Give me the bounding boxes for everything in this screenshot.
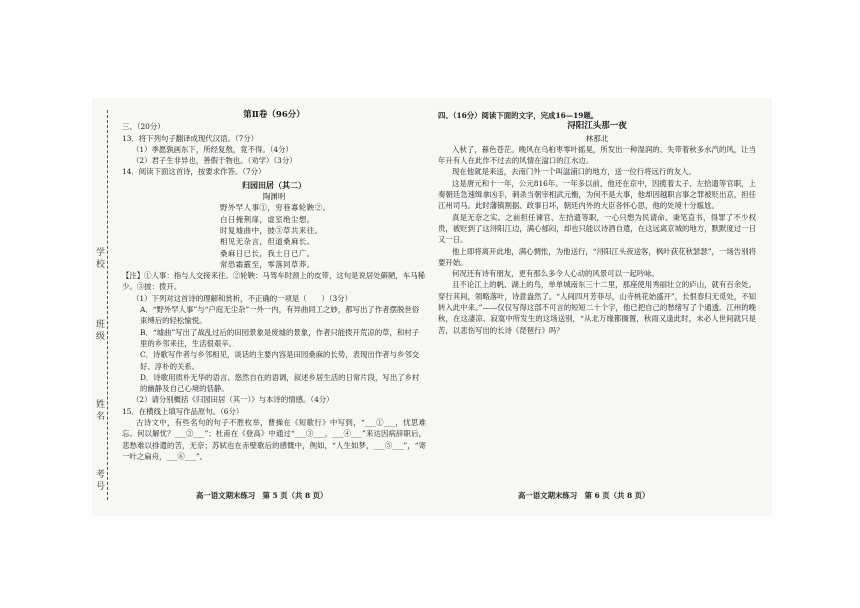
article-paragraph: 这是唐元和十一年，公元816年。一年多以前，他还在京中，因揽着太子、左拾遗等官职，上奏朝廷急速缉拿凶手，刺杀当朝宰相武元衡，为何不是大事，他却因越职言事之罪被贬出京，担任江州司马。此时藩镇割据、政事日坏，朝廷内外的大臣各怀心思，他的处境十分尴尬。	[438, 178, 756, 211]
question-14: 14．阅读下面这首诗，按要求作答。（7分）	[122, 167, 266, 177]
section-intro: 四、（16分）阅读下面的文字，完成16—19题。	[438, 111, 599, 120]
article-paragraph: 现在他就是来送，去南门外一个叫湓浦口的地方，送一位行将远行的友人。	[452, 167, 696, 177]
poem-line: 相见无杂言，但道桑麻长。	[220, 237, 315, 247]
article-paragraph: 且不论江上的帆、湖上的鸟，单单城南东三十二里，那座使用秀丽壮立的庐山，就有百余处。穿行其间，领略落叶，诗意盎然了。“人间四月芳菲尽，山寺桃花始盛开”，长恨春归无觅处，不知转入此中来。”——仅仅写得这部不可言的短短二十个字，他已把自己的愁绪写了个通透。江州的晚秋，在这凄凉、寂寞中所发生的这场送别，“从北万缘都搁置，秋雨又逢此时，未必人世间就只是苦，以悲伤写出的长诗《琵琶行》吗？	[438, 280, 756, 335]
poem-line: 时复墟曲中，披③草共来往。	[220, 225, 323, 235]
binding-label: 班	[96, 320, 106, 330]
article-paragraph: 何况还有诗有朋友，更有那么多令人心动的风景可以一起吟咏。	[452, 269, 659, 279]
poem-note: 【注】①人事：指与人交接来往。②轮鞅：马驾车时颈上的皮带，这句是说居处僻陋，车马稀少。③披：拨开。	[122, 271, 426, 292]
poem-line: 白日掩荆扉，虚室绝尘想。	[220, 214, 315, 224]
binding-label: 考	[96, 470, 106, 480]
poem-author: 陶渊明	[262, 192, 286, 202]
q15-body: 古诗文中，有些名句的句子不胜枚举，曹操在《短歌行》中写到，“___①___，忧思难忘。何以解忧？___②___”；杜甫在《登高》中通过“___③___，___④___”来达因病辞职后，悲愁难以排遣的苦，无奈；苏轼也在赤壁歌后的感慨中，例如，“人生如梦，___⑤___”，“寄一叶之扁舟，___⑥___”。	[122, 418, 426, 461]
article-title: 浔阳江头那一夜	[567, 121, 627, 132]
poem-line: 桑麻日已长，我土日已广。	[220, 248, 315, 258]
q14-option-d: D．诗歌用质朴无华的语言、悠然自在的语调，叙述乡居生活的日常片段，写出了乡村的幽静及自己心境的恬静。	[140, 372, 420, 394]
article-paragraph: 他上即将离开此地，满心惆怅，为他送行，“浔阳江头夜送客，枫叶荻花秋瑟瑟”，一场告别将要开始。	[438, 246, 756, 267]
binding-label: 级	[96, 332, 106, 342]
binding-label: 学	[96, 248, 106, 258]
binding-dashed-line	[107, 110, 108, 500]
binding-label: 号	[96, 482, 106, 492]
left-page	[122, 110, 426, 462]
section-heading: 三、（20分）	[122, 122, 165, 132]
question-15: 15．在横线上填写作品原句。（6分）	[122, 406, 244, 416]
right-page	[438, 110, 756, 336]
q13-item: （2）君子生非异也，善假于物也。（劝学）（3分）	[132, 156, 297, 166]
right-page-footer: 高一语文期末练习 第 6 页（共 8 页）	[518, 491, 650, 500]
poem-line: 常恐霜霰至，零落同草莽。	[220, 259, 315, 269]
article-paragraph: 真是无奈之实。之前担任谏官、左拾遗等职，一心只想为民请命、秉笔直书，得罪了不少权贵，被贬到了这浔阳江边，满心郁闷，却也只能以诗酒自遣，在这远离京城的地方，默默度过一日又一日。	[438, 212, 756, 245]
q14-option-c: C．诗歌写作者与乡邻相见，谈话的主要内容是田园桑麻的长势，表现出作者与乡邻交好、淳朴的关系。	[140, 350, 420, 371]
question-13: 13．将下列句子翻译成现代汉语。（7分）	[122, 133, 259, 143]
volume-title: 第Ⅱ卷（96分）	[243, 110, 305, 120]
q14-option-a: A．“野外罕人事”与“户庭无尘杂”一外一内，有异曲同工之妙，都写出了作者摆脱世俗束缚后的轻松愉悦。	[140, 305, 420, 326]
binding-label: 校	[96, 260, 106, 270]
q13-item: （1）季愿孰画东下，所经复熬，竟不得。（4分）	[132, 144, 293, 154]
article-paragraph: 入秋了，暮色苍茫。晚风在乌桕枣零叶摇晃，所发出一种湿润的、失带着秋多水汽的风，让当年升有人在此作不过去的风情在湓口的江水边。	[438, 144, 756, 166]
poem-title: 归园田居（其二）	[242, 179, 306, 190]
binding-label: 名	[96, 412, 106, 422]
left-page-footer: 高一语文期末练习 第 5 页（共 8 页）	[196, 491, 328, 500]
q14-item: （1）下列对这首诗的理解和赏析，不正确的一项是（ ）（3分）	[132, 293, 353, 303]
q14-option-b: B．“墟曲”写出了战乱过后的田园景象是废墟的景象，作者只能拨开荒凉的草，和村子里的乡邻来往，生活很艰辛。	[140, 327, 420, 348]
poem-line: 野外罕人事①，穷巷寡轮鞅②。	[220, 203, 331, 213]
binding-label: 姓	[96, 400, 106, 410]
q14-item: （2）请分别概括《归园田居（其一）》与本诗的情感。（4分）	[132, 395, 334, 405]
article-author: 林那北	[585, 133, 609, 143]
